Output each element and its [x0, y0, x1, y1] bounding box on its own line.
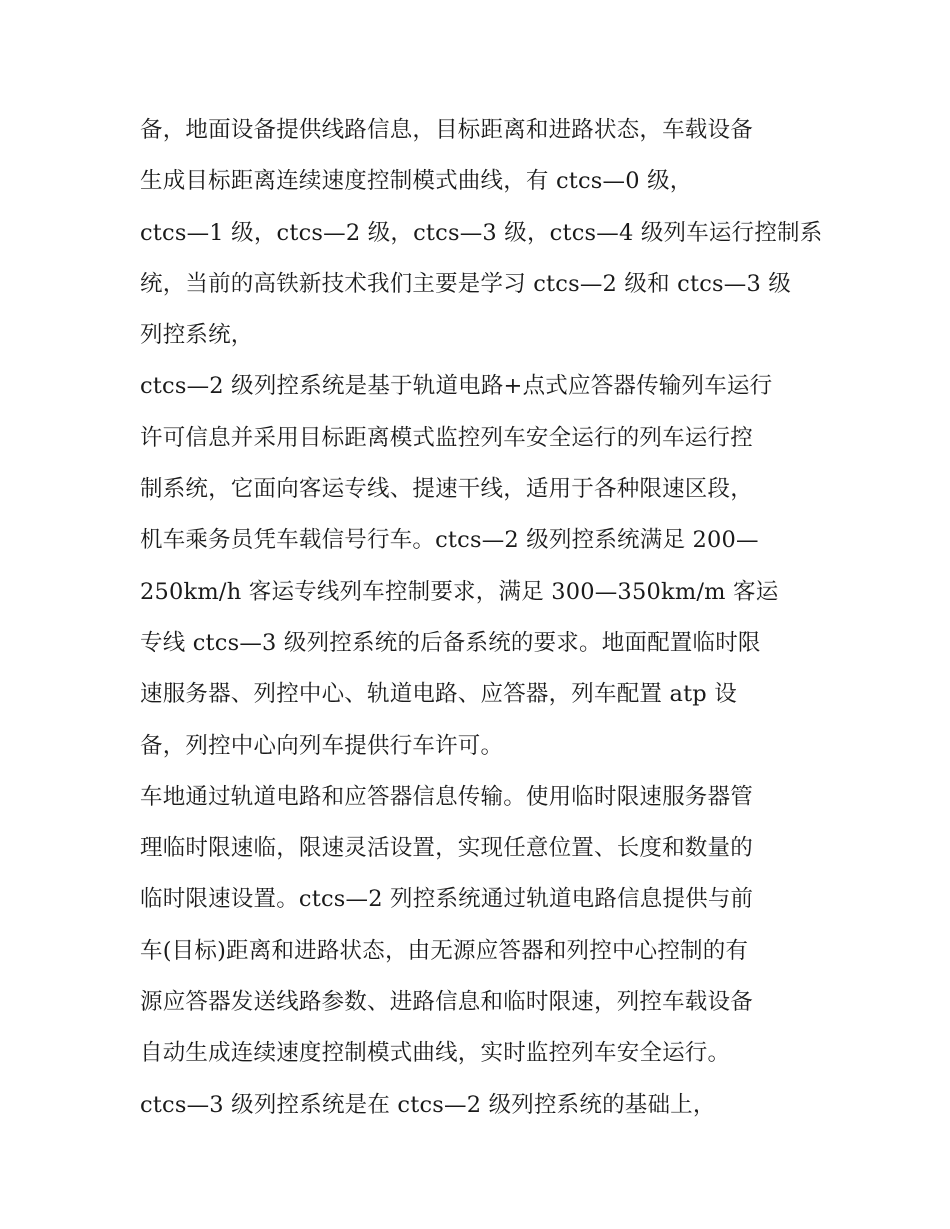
text-line: 车(目标)距离和进路状态，由无源应答器和列控中心控制的有	[140, 937, 749, 964]
text-line: 备，列控中心向列车提供行车许可。	[140, 732, 504, 759]
text-line: 速服务器、列控中心、轨道电路、应答器，列车配置 atp 设	[140, 681, 737, 708]
text-line: 专线 ctcs—3 级列控系统的后备系统的要求。地面配置临时限	[140, 629, 761, 656]
text-line: 列控系统，	[140, 322, 254, 349]
text-line: 生成目标距离连续速度控制模式曲线，有 ctcs—0 级，	[140, 168, 693, 195]
text-line: 机车乘务员凭车载信号行车。ctcs—2 级列控系统满足 200—	[140, 527, 759, 554]
text-line: 统，当前的高铁新技术我们主要是学习 ctcs—2 级和 ctcs—3 级	[140, 270, 792, 297]
text-line: ctcs—2 级列控系统是基于轨道电路+点式应答器传输列车运行	[140, 373, 773, 400]
text-line: 250km/h 客运专线列车控制要求，满足 300—350km/m 客运	[140, 578, 779, 605]
text-line: 制系统，它面向客运专线、提速干线，适用于各种限速区段，	[140, 476, 753, 503]
text-line: ctcs—3 级列控系统是在 ctcs—2 级列控系统的基础上，	[140, 1091, 716, 1118]
text-line: 车地通过轨道电路和应答器信息传输。使用临时限速服务器管	[140, 783, 753, 810]
text-line: 源应答器发送线路参数、进路信息和临时限速，列控车载设备	[140, 989, 753, 1016]
text-line: 自动生成连续速度控制模式曲线，实时监控列车安全运行。	[140, 1040, 731, 1067]
text-line: 备，地面设备提供线路信息，目标距离和进路状态，车载设备	[140, 117, 753, 143]
document-body	[140, 105, 823, 1131]
text-line: 许可信息并采用目标距离模式监控列车安全运行的列车运行控	[140, 424, 753, 451]
text-line: ctcs—1 级，ctcs—2 级，ctcs—3 级，ctcs—4 级列车运行控制系	[140, 219, 823, 246]
text-line: 临时限速设置。ctcs—2 列控系统通过轨道电路信息提供与前	[140, 886, 754, 913]
text-line: 理临时限速临，限速灵活设置，实现任意位置、长度和数量的	[140, 835, 753, 862]
